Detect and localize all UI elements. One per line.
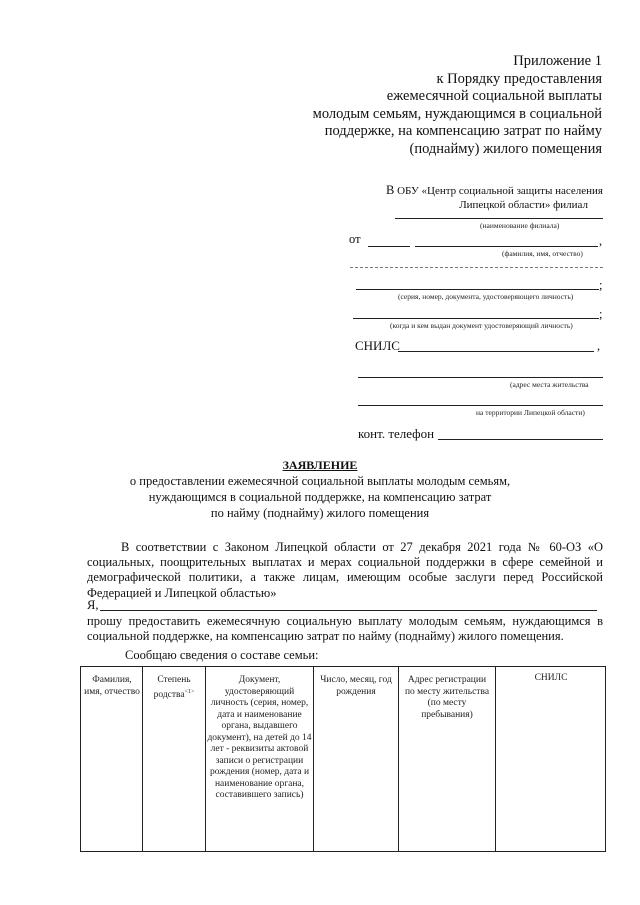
document-subtitle-line2: нуждающимся в социальной поддержке, на компенсацию затрат [148, 490, 492, 504]
phone-label: конт. телефон [358, 426, 435, 441]
issued-hint: (когда и кем выдан документ удостоверяющий личность) [390, 321, 573, 330]
from-short-field[interactable] [368, 246, 410, 247]
applicant-name-field[interactable] [100, 610, 597, 611]
phone-field[interactable] [438, 439, 603, 440]
document-subtitle-line1: о предоставлении ежемесячной социальной выплаты молодым семьям, [129, 474, 511, 488]
document-field[interactable] [356, 289, 599, 290]
annex-line: поддержке, на компенсацию затрат по найму [324, 123, 602, 139]
document-title: ЗАЯВЛЕНИЕ [282, 458, 358, 472]
applicant-label: Я, [87, 598, 99, 612]
annex-line: (поднайму) жилого помещения [409, 140, 602, 157]
snils-label: СНИЛС [355, 338, 400, 353]
annex-header [242, 53, 602, 158]
fio-field[interactable] [415, 246, 598, 247]
addressee-org-line1: ОБУ «Центр социальной защиты населения [397, 185, 603, 197]
table-column-divider [495, 667, 496, 851]
fio-hint: (фамилия, имя, отчество) [502, 249, 583, 258]
header-relationship [144, 675, 204, 701]
request-paragraph: прошу предоставить ежемесячную социальную выплату молодым семьям, нуждающимся в социальной поддержке, на компенсацию затрат по найму (поднайму) жилого помещения. [87, 614, 603, 644]
table-column-divider [313, 667, 314, 851]
document-hint: (серия, номер, документа, удостоверяющего личность) [398, 292, 574, 301]
annex-line: к Порядку предоставления [436, 70, 602, 87]
fio-continuation-field[interactable] [350, 267, 603, 268]
branch-hint: (наименование филиала) [480, 221, 560, 230]
addressee-org-line2: Липецкой области» филиал [459, 199, 588, 211]
document-subtitle-line3: по найму (поднайму) жилого помещения [210, 506, 430, 520]
table-column-divider [205, 667, 206, 851]
from-label: от [349, 232, 361, 246]
header-snils: СНИЛС [534, 673, 568, 683]
issued-field[interactable] [353, 318, 599, 319]
address-field[interactable] [358, 377, 603, 378]
region-field[interactable] [358, 405, 603, 406]
header-relationship-text: Степень родства [153, 675, 191, 700]
addressee-org [386, 183, 606, 212]
header-identity-document: Документ, удостоверяющий личность (серия, номер, дата и наименование органа, выдавшего документ), на детей до 14 лет - реквизиты актовой записи о регистрации рождения (номер, дата и наименование органа, составившего запись) [207, 675, 312, 800]
address-hint: (адрес места жительства [510, 380, 589, 389]
header-fio: Фамилия, имя, отчество [84, 675, 140, 697]
law-reference-paragraph: В соответствии с Законом Липецкой области от 27 декабря 2021 года № 60-ОЗ «О социальных, поощрительных выплатах и мерах социальной поддержки в сфере семейной и демографической политики, а также лицам, имеющим особые заслуги перед Российской Федерацией и Липецкой областью» [87, 540, 603, 600]
header-birth-date: Число, месяц, год рождения [320, 675, 392, 697]
annex-line: ежемесячной социальной выплаты [386, 88, 602, 104]
snils-field[interactable] [398, 351, 594, 352]
table-column-divider [398, 667, 399, 851]
addressee-prefix: В [386, 183, 395, 197]
annex-line: молодым семьям, нуждающимся в социальной [312, 105, 602, 122]
branch-field[interactable] [395, 218, 603, 219]
annex-line: Приложение 1 [513, 53, 602, 69]
family-composition-label: Сообщаю сведения о составе семьи: [125, 648, 319, 662]
region-hint: на территории Липецкой области) [476, 408, 585, 417]
application-form-page: Приложение 1 к Порядку предоставления ежемесячной социальной выплаты молодым семьям, нуждающимся в социальной поддержке, на компенсацию затрат по найму (поднайму) жилого помещения В ОБУ «Центр социальной защиты населения Липецкой области» филиал (наименование филиала) от , (фамилия, имя, отчество) ; (серия, номер, документа, удостоверяющего личность) ; (когда и кем выдан документ удостоверяющий личность) СНИЛС , (адрес места жительства на территории Липецкой области) конт. телефон ЗАЯВЛЕНИЕ о предоставлении ежемесячной социальной выплаты молодым семьям, нуждающимся в социальной поддержке, на компенсацию затрат по найму (поднайму) жилого помещения В соответствии с Законом Липецкой области от 27 декабря 2021 года № 60-ОЗ «О социальных, поощрительных выплатах и мерах социальной поддержки в сфере семейной и демографической политики, а также лицам, имеющим особые заслуги перед Российской Федерацией и Липецкой областью» Я, прошу предоставить ежемесячную социальную выплату молодым семьям, нуждающимся в социальной поддержке, на компенсацию затрат по найму (поднайму) жилого помещения. Сообщаю сведения о составе семьи: Фамилия, имя, отчество Степень родства$^{<1>}$ Документ, удостоверяющий личность (серия, номер, дата и наименование органа, выдавшего документ), на детей до 14 лет - реквизиты актовой записи о регистрации рождения (номер, дата и наименование органа, составившего запись) Число, месяц, год рождения Адрес регистрации по месту жительства (по месту пребывания) СНИЛС [0, 0, 640, 905]
family-composition-table [80, 666, 606, 852]
header-registration-address: Адрес регистрации по месту жительства (по месту пребывания) [404, 675, 490, 720]
footnote-ref: <1> [184, 688, 195, 695]
table-column-divider [142, 667, 143, 851]
